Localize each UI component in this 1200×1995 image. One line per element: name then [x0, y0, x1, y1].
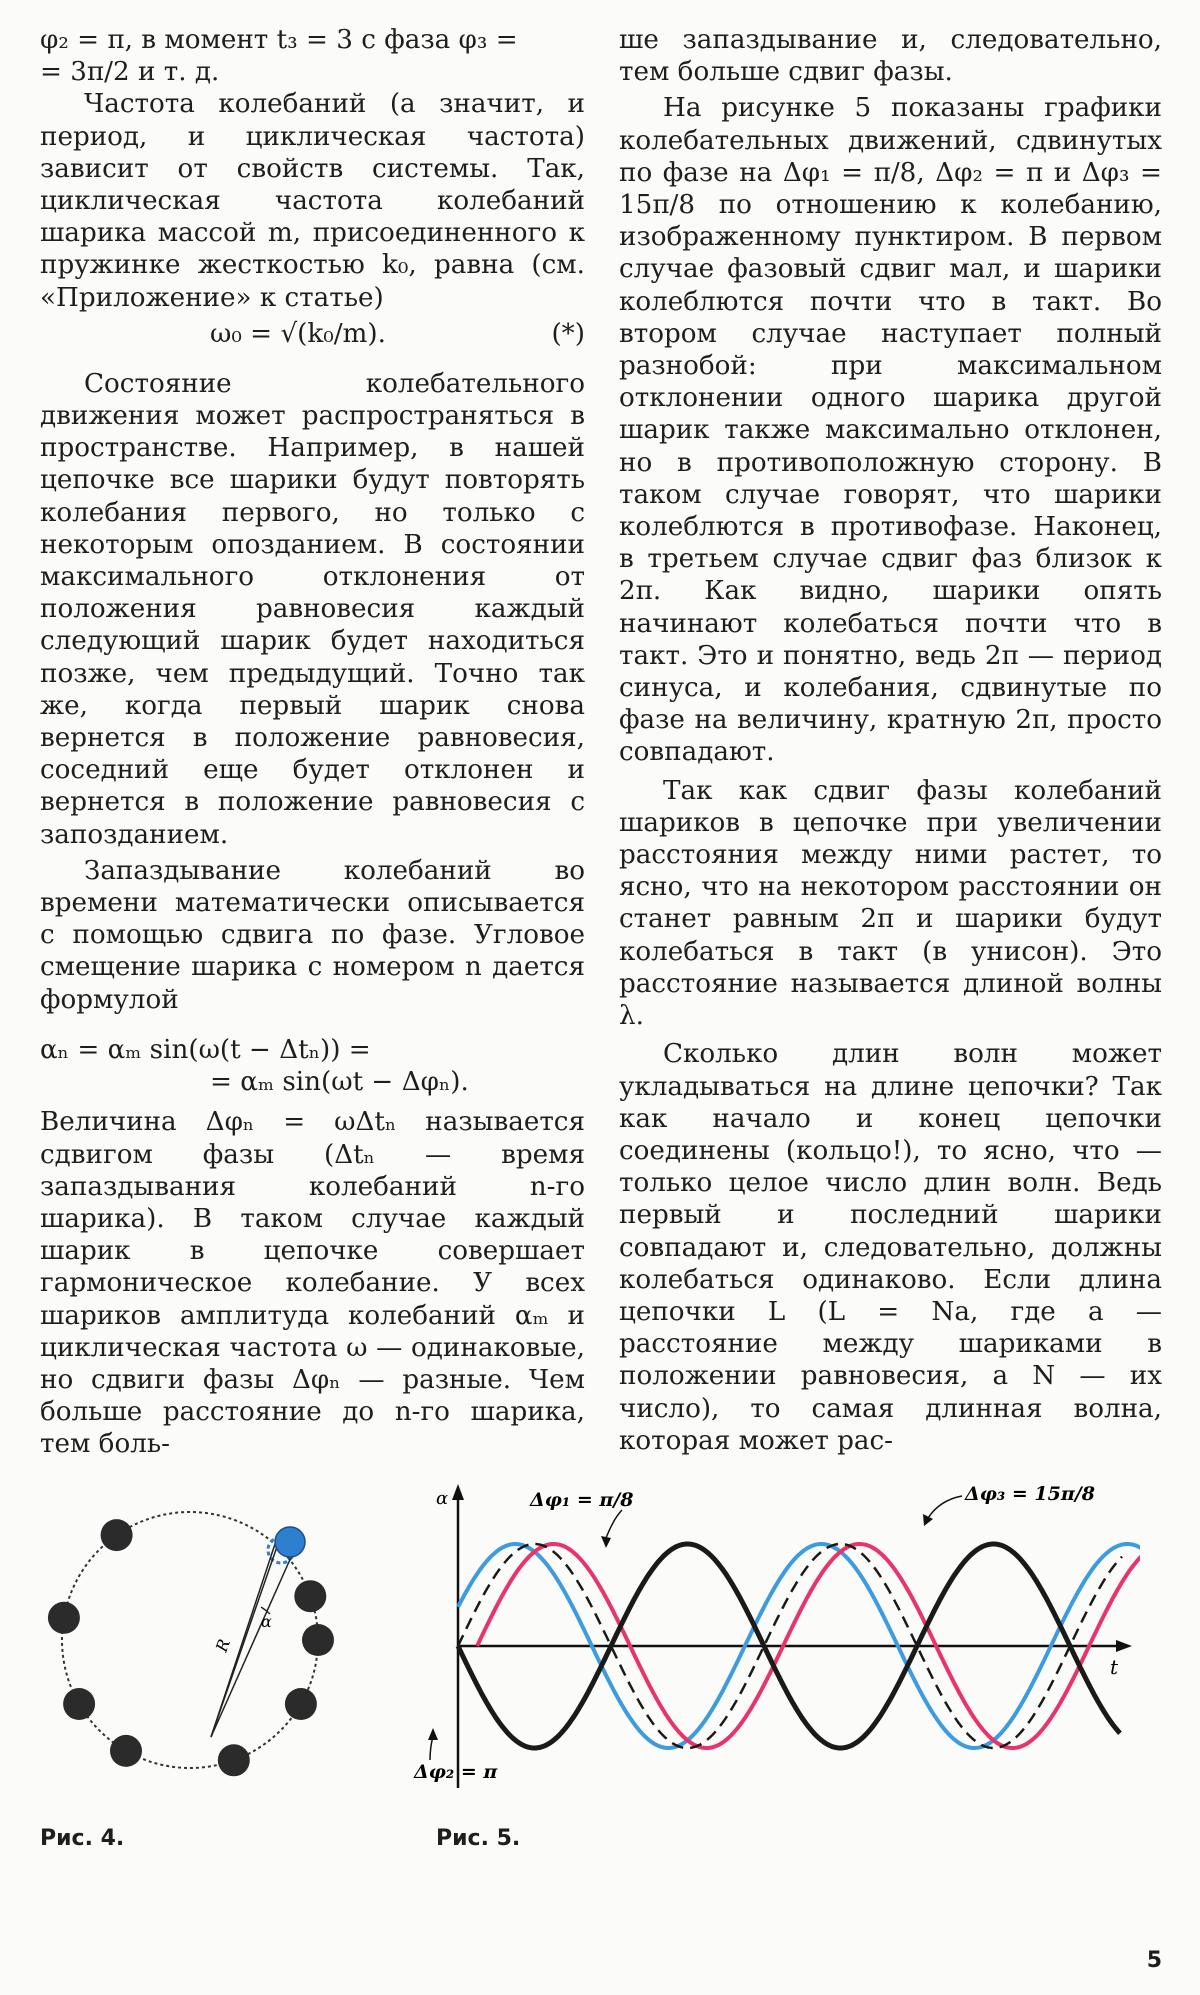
formula-omega0	[40, 318, 585, 354]
figure-5-caption: Рис. 5.	[436, 1826, 521, 1851]
label-dphi1: Δφ₁ = π/8	[530, 1489, 634, 1511]
leader-dphi3	[928, 1496, 962, 1518]
highlight-ball	[275, 1527, 305, 1557]
left-para-0-line2: = 3π/2 и т. д.	[40, 57, 220, 88]
left-para-4: Величина Δφₙ = ωΔtₙ называется сдвигом фазы (Δtₙ — время запаздывания колебаний n-го шарика). В таком случае каждый шарик в цепочке совершает гармоническое колебание. У всех шариков амплитуда колебаний αₘ и циклическая частота ω — одинаковые, но сдвиги фазы Δφₙ — разные. Чем больше расстояние до n-го шарика, тем боль-	[40, 1107, 585, 1460]
ball	[218, 1744, 250, 1776]
figure-4	[30, 1480, 350, 1800]
left-para-1: Частота колебаний (а значит, и период, и циклическая частота) зависит от свойств системы. Так, циклическая частота колебаний шарика массой m, присоединенного к пружинке жесткостью k₀, равна (см. «Приложение» к статье)	[40, 89, 585, 313]
formula-alpha-line2: = αₘ sin(ωt − Δφₙ).	[210, 1067, 469, 1098]
ball	[302, 1624, 334, 1656]
ball	[48, 1602, 80, 1634]
radius-lines	[211, 1538, 292, 1737]
formula-omega0-expr: ω₀ = √(k₀/m).	[210, 318, 386, 349]
label-alpha: α	[261, 1612, 272, 1631]
label-dphi2: Δφ₂ = π	[414, 1761, 498, 1783]
ball	[101, 1519, 133, 1551]
label-dphi3: Δφ₃ = 15π/8	[965, 1483, 1095, 1505]
ball	[110, 1735, 142, 1767]
formula-omega0-tag: (*)	[551, 318, 585, 349]
right-para-2: Так как сдвиг фазы колебаний шариков в цепочке при увеличении расстояния между ними растет, то ясно, что на некотором расстоянии он станет равным 2π и шарики будут колебаться в такт (в унисон). Это расстояние называется длиной волны λ.	[619, 775, 1162, 1032]
figure-4-caption: Рис. 4.	[40, 1826, 125, 1851]
leader-dphi1	[606, 1510, 622, 1538]
right-para-0: ше запаздывание и, следовательно, тем больше сдвиг фазы.	[619, 25, 1162, 88]
ball	[285, 1688, 317, 1720]
page-number: 5	[1146, 1948, 1162, 1973]
left-para-2: Состояние колебательного движения может распространяться в пространстве. Например, в нашей цепочке все шарики будут повторять колебания первого, но только с некоторым опозданием. В состоянии максимального отклонения от положения равновесия каждый следующий шарик будет находиться позже, чем предыдущий. Точно так же, когда первый шарик снова вернется в положение равновесия, соседний еще будет отклонен и вернется в положение равновесия с запозданием.	[40, 368, 585, 850]
leader-dphi3-arrow	[923, 1514, 933, 1526]
ball	[294, 1580, 326, 1612]
formula-alpha	[40, 1034, 585, 1098]
left-para-3: Запаздывание колебаний во времени математически описывается с помощью сдвига по фазе. Угловое смещение шарика с номером n дается формулой	[40, 855, 585, 1015]
right-para-3: Сколько длин волн может укладываться на длине цепочки? Так как начало и конец цепочки соединены (кольцо!), то ясно, что — только целое число длин волн. Ведь первый и последний шарики совпадают и, следовательно, должны колебаться одинаково. Если длина цепочки L (L = Na, где a — расстояние между шариками в положении равновесия, а N — их число), то самая длинная волна, которая может рас-	[619, 1039, 1162, 1456]
left-column	[40, 24, 585, 1461]
right-para-1: На рисунке 5 показаны графики колебательных движений, сдвинутых по фазе на Δφ₁ = π/8, Δφ₂ = π и Δφ₃ = 15π/8 по отношению к колебанию, изображенному пунктиром. В первом случае фазовый сдвиг мал, и шарики колеблются почти что в такт. Во втором случае наступает полный разнобой: при максимальном отклонении одного шарика другой шарик также максимально отклонен, но в противоположную сторону. В таком случае говорят, что шарики колеблются в противофазе. Наконец, в третьем случае сдвиг фаз близок к 2π. Как видно, шарики опять начинают колебаться почти что в такт. Это и понятно, ведь 2π — период синуса, и колебания, сдвинутые по фазе на величину, кратную 2π, просто совпадают.	[619, 93, 1162, 768]
right-column	[619, 24, 1162, 1457]
left-para-0-line1: φ₂ = π, в момент t₃ = 3 с фаза φ₃ =	[40, 25, 518, 55]
label-R: R	[211, 1636, 234, 1655]
ball	[63, 1688, 95, 1720]
leader-dphi1-arrow	[601, 1536, 611, 1548]
leader-dphi2-arrow	[428, 1728, 438, 1740]
y-axis-label: α	[436, 1488, 449, 1509]
formula-alpha-line1: αₙ = αₘ sin(ω(t − Δtₙ)) =	[40, 1034, 371, 1065]
figure-5	[400, 1478, 1140, 1798]
x-axis-label: t	[1110, 1655, 1119, 1679]
